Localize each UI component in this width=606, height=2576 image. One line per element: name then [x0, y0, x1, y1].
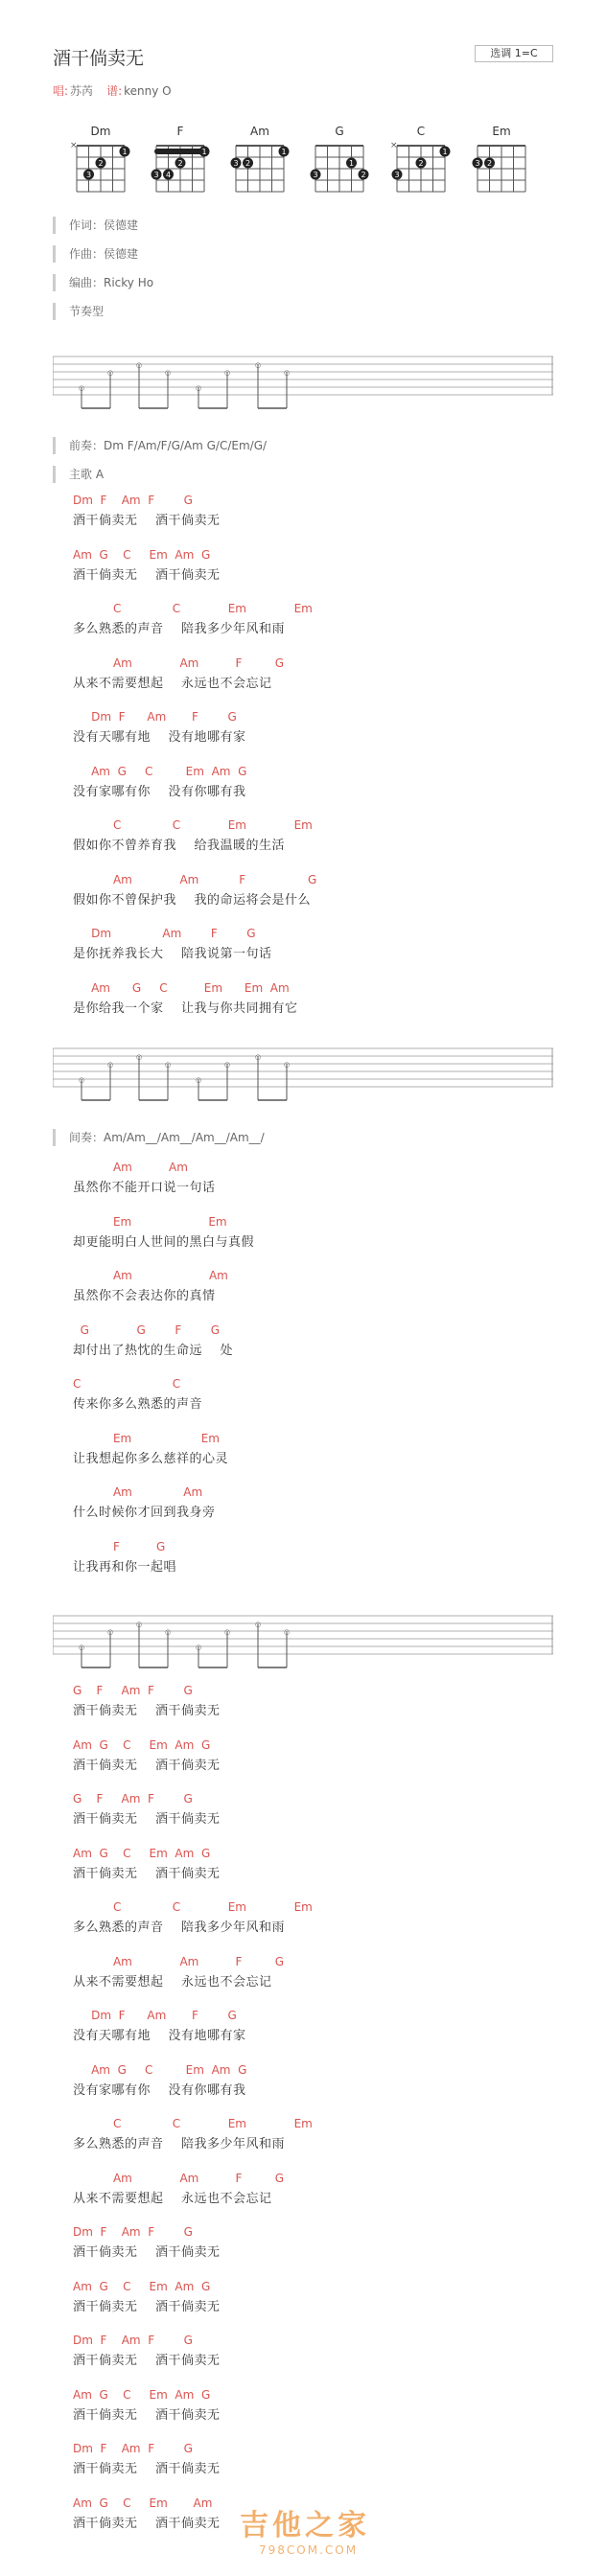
- chord-line: Am G C Em Am G: [73, 1846, 211, 1860]
- lyric-line: 是你抚养我长大 陪我说第一句话: [73, 947, 272, 961]
- svg-text:○: ○: [165, 369, 172, 377]
- lyric-line: 让我想起你多么慈祥的心灵: [73, 1451, 229, 1466]
- svg-text:○: ○: [107, 1061, 114, 1069]
- chord-name: Em: [492, 125, 511, 138]
- lyric-line: 假如你不曾养育我 给我温暖的生活: [73, 839, 286, 853]
- singer-name[interactable]: 苏芮: [70, 84, 94, 98]
- svg-text:4: 4: [165, 171, 172, 179]
- lyric-line: 虽然你不能开口说一句话: [73, 1181, 216, 1195]
- chord-line: G F Am F G: [73, 1792, 193, 1806]
- lyric-line: 酒干倘卖无 酒干倘卖无: [73, 2407, 221, 2423]
- lyric-line: 没有天哪有地 没有地哪有家: [73, 2029, 246, 2043]
- svg-text:○: ○: [284, 1061, 291, 1069]
- interlude-label: 间奏：Am/Am__/Am__/Am__/Am__/: [53, 1129, 265, 1146]
- svg-text:2: 2: [361, 171, 366, 179]
- lyric-line: 虽然你不会表达你的真情: [73, 1289, 216, 1303]
- svg-text:○: ○: [196, 1076, 202, 1084]
- lyric-line: 从来不需要想起 永远也不会忘记: [73, 1974, 272, 1990]
- maker-name: kenny O: [124, 84, 172, 98]
- lyricist-info: 作词：侯德建: [53, 217, 138, 234]
- svg-text:○: ○: [284, 1628, 291, 1636]
- svg-text:2: 2: [418, 159, 424, 168]
- lyric-line: 酒干倘卖无 酒干倘卖无: [73, 2299, 221, 2314]
- chord-line: C C Em Em: [73, 1900, 313, 1914]
- svg-text:○: ○: [107, 369, 114, 377]
- chord-name: Dm: [90, 125, 111, 138]
- chord-line: Am Am F G: [73, 872, 317, 886]
- chord-line: Am G C Em Am G: [73, 2279, 211, 2293]
- svg-text:3: 3: [313, 171, 318, 179]
- lyric-line: 酒干倘卖无 酒干倘卖无: [73, 567, 221, 583]
- svg-text:○: ○: [224, 1628, 231, 1636]
- song-meta: [53, 82, 172, 99]
- svg-text:1: 1: [348, 159, 355, 168]
- singer-tag: 唱:: [53, 84, 69, 98]
- svg-text:2: 2: [245, 159, 251, 168]
- chord-line: C C Em Em: [73, 602, 313, 615]
- chord-diagram-f: [149, 125, 212, 203]
- chord-line: Am G C Em Am: [73, 2496, 213, 2510]
- svg-text:○: ○: [255, 361, 262, 369]
- chord-line: Dm F Am F G: [73, 2442, 193, 2455]
- verse-a-label: 主歌 A: [53, 466, 104, 483]
- svg-text:○: ○: [107, 1628, 114, 1636]
- chord-line: Dm F Am F G: [73, 2334, 193, 2347]
- svg-text:1: 1: [201, 148, 207, 156]
- lyric-line: 让我再和你一起唱: [73, 1559, 177, 1575]
- chord-line: Em Em: [73, 1214, 227, 1229]
- chord-name: Am: [250, 125, 269, 138]
- chord-line: Dm Am F G: [73, 927, 256, 940]
- watermark-main: 吉他之家: [240, 2509, 370, 2542]
- chord-line: Am Am: [73, 1269, 228, 1282]
- svg-text:○: ○: [255, 1053, 262, 1061]
- key-select-button[interactable]: 选调 1=C: [475, 45, 553, 62]
- chord-line: Em Em: [73, 1431, 220, 1445]
- chord-line: Am G C Em Am G: [73, 2062, 247, 2077]
- svg-text:○: ○: [79, 384, 85, 392]
- lyric-line: 酒干倘卖无 酒干倘卖无: [73, 2245, 221, 2260]
- svg-text:2: 2: [486, 159, 493, 168]
- chord-line: Am Am F G: [73, 2171, 285, 2185]
- maker-tag: 谱:: [106, 84, 123, 98]
- svg-text:○: ○: [196, 384, 202, 392]
- rhythm-label: 节奏型: [53, 303, 104, 320]
- svg-text:○: ○: [136, 1053, 143, 1061]
- chord-line: Dm F Am F G: [73, 2225, 193, 2239]
- chord-grid: [149, 138, 212, 201]
- svg-text:3: 3: [475, 159, 480, 168]
- chord-grid: [470, 138, 533, 201]
- lyric-line: 酒干倘卖无 酒干倘卖无: [73, 514, 221, 528]
- lyric-line: 酒干倘卖无 酒干倘卖无: [73, 1866, 221, 1881]
- chord-line: G G F G: [73, 1322, 221, 1337]
- chord-line: Am Am: [73, 1485, 203, 1499]
- svg-text:×: ×: [390, 141, 398, 150]
- chord-grid: [308, 138, 371, 201]
- svg-text:3: 3: [394, 171, 400, 179]
- lyric-line: 酒干倘卖无 酒干倘卖无: [73, 1704, 221, 1718]
- chord-diagram-g: [308, 125, 371, 203]
- lyric-line: 没有家哪有你 没有你哪有我: [73, 784, 246, 799]
- chord-grid: [69, 138, 132, 201]
- svg-text:○: ○: [224, 369, 231, 377]
- svg-text:1: 1: [122, 148, 128, 156]
- chord-line: G F Am F G: [73, 1684, 193, 1697]
- lyric-line: 酒干倘卖无 酒干倘卖无: [73, 2462, 221, 2476]
- chord-diagram-am: [228, 125, 291, 203]
- lyric-line: 从来不需要想起 永远也不会忘记: [73, 676, 272, 691]
- chord-line: C C Em Em: [73, 2117, 313, 2130]
- site-watermark: [240, 2501, 393, 2559]
- svg-text:2: 2: [98, 159, 104, 168]
- watermark-sub: 798COM.COM: [259, 2543, 359, 2557]
- chord-diagram-dm: [69, 125, 132, 203]
- chord-grid: [389, 138, 453, 201]
- svg-text:○: ○: [136, 1621, 143, 1628]
- lyric-line: 却付出了热忱的生命远 处: [73, 1343, 234, 1358]
- svg-text:×: ×: [70, 141, 78, 150]
- svg-text:○: ○: [196, 1644, 202, 1651]
- intro-label: 前奏：Dm F/Am/F/G/Am G/C/Em/G/: [53, 437, 267, 454]
- chord-name: C: [416, 125, 426, 138]
- chord-name: G: [335, 125, 344, 138]
- chord-line: Am G C Em Em Am: [73, 980, 290, 995]
- chord-line: Am G C Em Am G: [73, 1737, 211, 1752]
- chord-line: F G: [73, 1539, 166, 1553]
- chord-grid: [228, 138, 291, 201]
- lyric-line: 什么时候你才回到我身旁: [73, 1506, 216, 1520]
- lyric-line: 却更能明白人世间的黑白与真假: [73, 1234, 255, 1250]
- chord-line: Am G C Em Am G: [73, 764, 247, 778]
- lyric-line: 酒干倘卖无 酒干倘卖无: [73, 1812, 221, 1827]
- page-title: 酒干倘卖无: [53, 48, 145, 69]
- svg-text:○: ○: [255, 1621, 262, 1628]
- svg-text:3: 3: [233, 159, 239, 168]
- chord-line: Am Am F G: [73, 1954, 285, 1968]
- svg-text:2: 2: [177, 159, 183, 168]
- chord-line: Am Am: [73, 1161, 188, 1174]
- lyric-line: 多么熟悉的声音 陪我多少年风和雨: [73, 622, 286, 636]
- svg-text:○: ○: [79, 1076, 85, 1084]
- lyric-line: 酒干倘卖无 酒干倘卖无: [73, 2354, 221, 2368]
- lyric-line: 没有天哪有地 没有地哪有家: [73, 730, 246, 745]
- chord-line: Am G C Em Am G: [73, 2387, 211, 2402]
- lyric-line: 多么熟悉的声音 陪我多少年风和雨: [73, 2137, 286, 2151]
- chord-name: F: [176, 125, 184, 138]
- chord-diagram-em: [470, 125, 533, 203]
- rhythm-tab-3: [53, 1610, 553, 1681]
- svg-text:3: 3: [85, 171, 92, 179]
- chord-line: Dm F Am F G: [73, 710, 237, 724]
- chord-line: Dm F Am F G: [73, 494, 193, 507]
- lyric-line: 酒干倘卖无 酒干倘卖无: [73, 2516, 221, 2531]
- lyric-line: 多么熟悉的声音 陪我多少年风和雨: [73, 1920, 286, 1935]
- rhythm-tab-1: [53, 351, 553, 422]
- chord-line: Am Am F G: [73, 656, 285, 670]
- svg-text:○: ○: [284, 369, 291, 377]
- lyric-line: 酒干倘卖无 酒干倘卖无: [73, 1758, 221, 1773]
- lyric-line: 假如你不曾保护我 我的命运将会是什么: [73, 892, 312, 908]
- chord-line: Am G C Em Am G: [73, 547, 211, 562]
- arranger-info: 编曲：Ricky Ho: [53, 274, 153, 291]
- lyric-line: 是你给我一个家 让我与你共同拥有它: [73, 1000, 298, 1016]
- rhythm-tab-2: [53, 1043, 553, 1114]
- svg-text:1: 1: [442, 148, 448, 156]
- svg-text:1: 1: [281, 148, 287, 156]
- svg-text:○: ○: [224, 1061, 231, 1069]
- svg-text:○: ○: [136, 361, 143, 369]
- svg-text:3: 3: [153, 171, 159, 179]
- svg-text:○: ○: [165, 1061, 172, 1069]
- lyric-line: 传来你多么熟悉的声音: [73, 1397, 203, 1412]
- chord-line: Dm F Am F G: [73, 2009, 237, 2022]
- chord-diagram-c: [389, 125, 453, 203]
- lyric-line: 没有家哪有你 没有你哪有我: [73, 2082, 246, 2098]
- chord-line: C C Em Em: [73, 818, 313, 832]
- composer-info: 作曲：侯德建: [53, 245, 138, 263]
- svg-text:○: ○: [79, 1644, 85, 1651]
- lyric-line: 从来不需要想起 永远也不会忘记: [73, 2191, 272, 2206]
- svg-text:○: ○: [165, 1628, 172, 1636]
- chord-line: C C: [73, 1377, 181, 1391]
